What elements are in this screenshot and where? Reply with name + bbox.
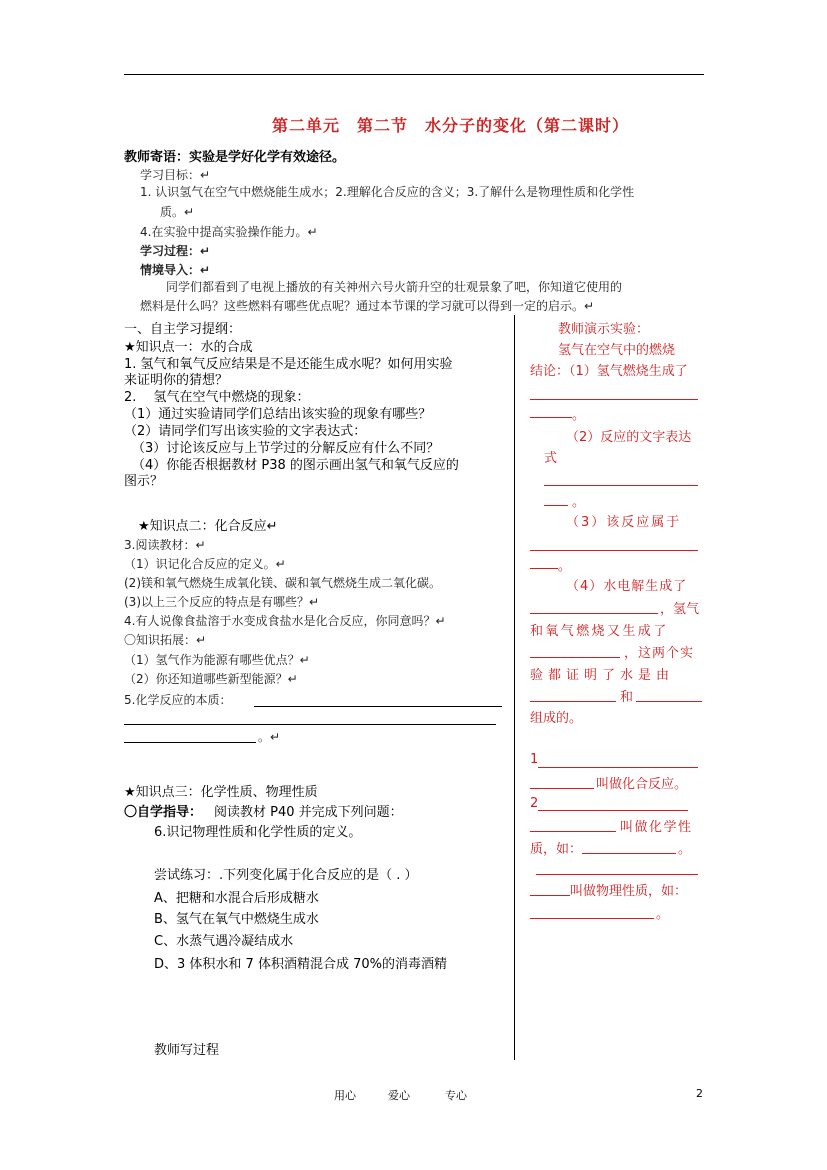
- question-4: 4.有人说像食盐溶于水变成食盐水是化合反应，你同意吗？↵: [124, 614, 446, 628]
- blank-line: [530, 918, 654, 919]
- conclusion-4d: ，这两个实: [624, 646, 695, 661]
- blank-line: [530, 399, 698, 400]
- blank-line: [538, 810, 688, 811]
- question-1b: 来证明你的猜想？: [124, 373, 229, 388]
- question-3-1: （1）识记化合反应的定义。↵: [124, 557, 286, 571]
- conclusion-1: 结论：（1）氢气燃烧生成了: [530, 364, 688, 379]
- footer-word-3: 专心: [445, 1089, 467, 1102]
- knowledge-point-3: ★知识点三：化学性质、物理性质: [124, 785, 318, 800]
- header-rule: [124, 74, 704, 75]
- blank-line: [530, 701, 616, 702]
- footer-word-2: 爱心: [388, 1089, 410, 1102]
- question-2: 2. 氢气在空气中燃烧的现象：: [124, 390, 310, 405]
- process-heading: 学习过程：↵: [140, 244, 211, 258]
- scenario-line-2: 燃料是什么吗？这些燃料有哪些优点呢？通过本节课的学习就可以得到一定的启示。↵: [140, 299, 595, 313]
- demo-subheading: 氢气在空气中的燃烧: [558, 343, 676, 358]
- knowledge-point-2: ★知识点二：化合反应↵: [138, 519, 278, 534]
- question-6: 6.识记物理性质和化学性质的定义。: [154, 825, 362, 840]
- definition-3-end: 。: [656, 907, 670, 922]
- blank-line: [636, 701, 702, 702]
- demo-heading: 教师演示实验：: [558, 322, 650, 337]
- extension-1: （1）氢气作为能源有哪些优点？↵: [124, 653, 310, 667]
- definition-2-text: 叫做化学性: [620, 820, 693, 835]
- blank-line: [530, 417, 572, 418]
- question-2-3: （3）讨论该反应与上节学过的分解反应有什么不同？: [132, 441, 440, 456]
- page-title: 第二单元 第二节 水分子的变化（第二课时）: [272, 116, 630, 135]
- objective-1b: 质。↵: [160, 205, 195, 219]
- scenario-heading: 情境导入：↵: [140, 263, 211, 277]
- blank-line: [530, 895, 570, 896]
- extension-2: （2）你还知道哪些新型能源？↵: [124, 672, 298, 686]
- conclusion-4e: 验都证明了水是由: [530, 668, 675, 683]
- blank-line: [530, 568, 558, 569]
- section-1-heading: 一、自主学习提纲：: [124, 322, 242, 337]
- page-number: 2: [696, 1087, 703, 1100]
- blank-line: [254, 706, 502, 707]
- blank-line: [538, 767, 698, 768]
- blank-line: [530, 657, 620, 658]
- knowledge-point-1: ★知识点一：水的合成: [124, 340, 253, 355]
- objective-4: 4.在实验中提高实验操作能力。↵: [140, 225, 318, 239]
- conclusion-3-end: 。: [558, 559, 572, 574]
- question-3-3: (3)以上三个反应的特点是有哪些？↵: [124, 595, 320, 609]
- question-2-2: （2）请同学们写出该实验的文字表达式：: [124, 424, 367, 439]
- blank-line: [124, 742, 256, 743]
- blank-line: [530, 550, 698, 551]
- blank-line: [582, 853, 676, 854]
- conclusion-4: （4）水电解生成了: [566, 579, 688, 594]
- definition-1-text: 叫做化合反应。: [596, 777, 688, 792]
- scenario-line-1: 同学们都看到了电视上播放的有关神州六号火箭升空的壮观景象了吧，你知道它使用的: [166, 280, 623, 294]
- conclusion-4g: 组成的。: [530, 711, 583, 726]
- question-2-1: （1）通过实验请同学们总结出该实验的现象有哪些？: [124, 407, 432, 422]
- question-2-4b: 图示？: [124, 474, 164, 489]
- option-b: B、氢气在氧气中燃烧生成水: [154, 912, 319, 927]
- guide-label: 〇自学指导：: [124, 805, 203, 820]
- teacher-motto: 教师寄语：实验是学好化学有效途径。: [124, 150, 346, 165]
- conclusion-4f: 和: [620, 690, 634, 705]
- blank-line: [536, 874, 698, 875]
- option-a: A、把糖和水混合后形成糖水: [154, 891, 319, 906]
- definition-3-text: 叫做物理性质，如：: [570, 884, 688, 899]
- definition-2-end: 。: [678, 842, 692, 857]
- conclusion-2-end: 。: [572, 495, 586, 510]
- teacher-note: 教师写过程: [154, 1043, 220, 1058]
- blank-line: [124, 724, 496, 725]
- question-3-2: (2)镁和氧气燃烧生成氧化镁、碳和氧气燃烧生成二氧化碳。: [124, 576, 442, 590]
- blank-line: [530, 788, 594, 789]
- footer-word-1: 用心: [334, 1089, 356, 1102]
- objective-1a: 1. 认识氢气在空气中燃烧能生成水；2.理解化合反应的含义；3.了解什么是物理性质和化学性: [140, 185, 635, 199]
- question-5-end: 。↵: [258, 730, 281, 744]
- question-2-4a: （4）你能否根据教材 P38 的图示画出氢气和氧气反应的: [132, 458, 459, 473]
- conclusion-4c: 和氧气燃烧又生成了: [530, 624, 669, 639]
- conclusion-3: （3）该反应属于: [566, 515, 682, 530]
- question-5: 5.化学反应的本质：: [124, 693, 232, 707]
- extension-heading: 〇知识拓展：↵: [124, 633, 207, 647]
- option-d: D、3 体积水和 7 体积酒精混合成 70%的消毒酒精: [154, 957, 447, 972]
- question-1a: 1. 氢气和氧气反应结果是不是还能生成水呢？如何用实验: [124, 357, 453, 372]
- conclusion-2: （2）反应的文字表达: [566, 430, 692, 445]
- blank-line: [544, 485, 698, 486]
- blank-line: [544, 505, 568, 506]
- conclusion-4b: ，氢气: [660, 602, 700, 617]
- objectives-heading: 学习目标：↵: [140, 168, 211, 182]
- definition-1-number: 1: [530, 752, 539, 767]
- question-3: 3.阅读教材：↵: [124, 538, 206, 552]
- definition-2-example: 质，如：: [530, 842, 583, 857]
- blank-line: [530, 613, 658, 614]
- definition-2-number: 2: [530, 796, 539, 811]
- conclusion-1-end: 。: [572, 408, 586, 423]
- blank-line: [530, 831, 616, 832]
- column-divider: [514, 315, 515, 1060]
- conclusion-2b: 式: [544, 451, 558, 466]
- practice-question: 尝试练习：.下列变化属于化合反应的是（ . ）: [154, 868, 418, 883]
- option-c: C、水蒸气遇冷凝结成水: [154, 934, 294, 949]
- guide-text: 阅读教材 P40 并完成下列问题：: [214, 805, 403, 820]
